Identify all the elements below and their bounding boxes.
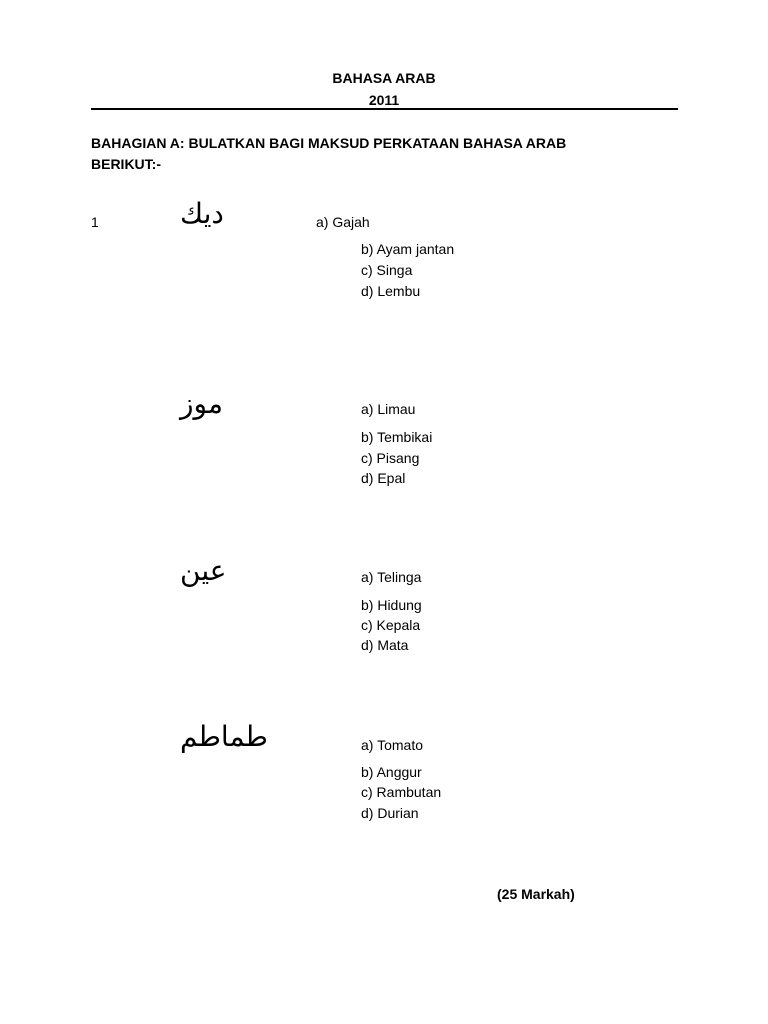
option-d: d) Durian xyxy=(361,805,419,821)
arabic-word: عين xyxy=(180,554,227,587)
question-number: 1 xyxy=(91,214,99,230)
option-b: b) Tembikai xyxy=(361,429,433,445)
subject-title: BAHASA ARAB xyxy=(332,70,436,86)
option-a: a) Gajah xyxy=(316,214,370,230)
section-instruction xyxy=(91,133,691,175)
option-d: d) Lembu xyxy=(361,283,421,299)
option-a: a) Tomato xyxy=(361,737,423,753)
option-a: a) Limau xyxy=(361,401,416,417)
arabic-word: ديك xyxy=(180,197,224,230)
header-divider xyxy=(91,108,678,110)
option-b: b) Hidung xyxy=(361,597,422,613)
option-b: b) Ayam jantan xyxy=(361,241,455,257)
option-c: c) Pisang xyxy=(361,450,420,466)
instruction-line-2: BERIKUT:- xyxy=(91,156,161,172)
arabic-word: موز xyxy=(180,387,223,420)
option-a: a) Telinga xyxy=(361,569,422,585)
option-b: b) Anggur xyxy=(361,764,422,780)
year-title: 2011 xyxy=(368,92,400,108)
instruction-line-1: BAHAGIAN A: BULATKAN BAGI MAKSUD PERKATAAN BAHASA ARAB xyxy=(91,135,567,151)
arabic-word: طماطم xyxy=(180,720,268,753)
total-marks: (25 Markah) xyxy=(497,886,575,902)
option-d: d) Mata xyxy=(361,637,409,653)
option-c: c) Rambutan xyxy=(361,784,442,800)
option-c: c) Singa xyxy=(361,262,413,278)
option-c: c) Kepala xyxy=(361,617,421,633)
option-d: d) Epal xyxy=(361,470,406,486)
